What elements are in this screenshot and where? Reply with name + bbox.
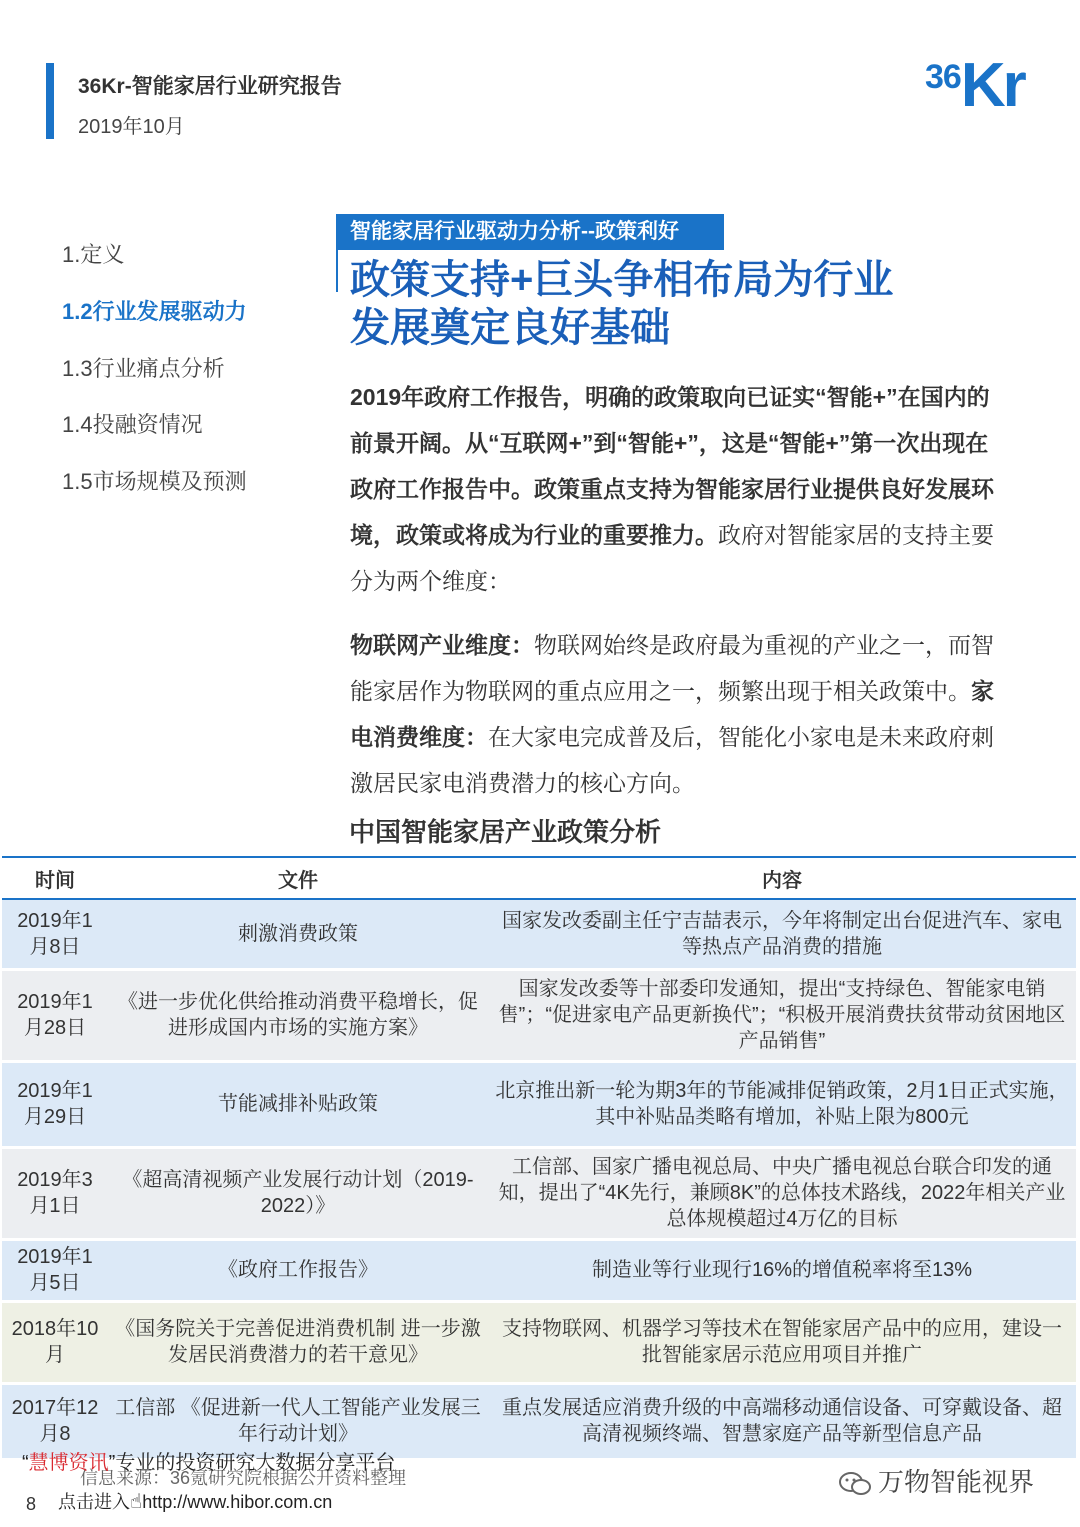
policy-table [2, 856, 1076, 1461]
promo-link[interactable]: 点击进入☝http://www.hibor.com.cn [58, 1491, 333, 1513]
report-title: 36Kr-智能家居行业研究报告 [78, 75, 342, 98]
wechat-account: 万物智能视界 [838, 1462, 1034, 1499]
cell-content: 重点发展适应消费升级的中高端移动通信设备、可穿戴设备、超高清视频终端、智慧家庭产品等新型信息产品 [488, 1383, 1076, 1459]
source-note: 信息来源：36氪研究院根据公开资料整理 [80, 1468, 407, 1488]
cell-document: 《进一步优化供给推动消费平稳增长，促进形成国内市场的实施方案》 [108, 969, 488, 1061]
cell-content: 支持物联网、机器学习等技术在智能家居产品中的应用，建设一批智能家居示范应用项目并推广 [488, 1301, 1076, 1383]
cell-content: 北京推出新一轮为期3年的节能减排促销政策，2月1日正式实施，其中补贴品类略有增加，补贴上限为800元 [488, 1061, 1076, 1147]
cell-document: 节能减排补贴政策 [108, 1061, 488, 1147]
cell-content: 国家发改委副主任宁吉喆表示，今年将制定出台促进汽车、家电等热点产品消费的措施 [488, 899, 1076, 969]
table-row [2, 1147, 1076, 1239]
cell-document: 《政府工作报告》 [108, 1239, 488, 1301]
table-row [2, 1061, 1076, 1147]
toc-item-definition[interactable]: 1.定义 [62, 242, 125, 267]
cell-document: 刺激消费政策 [108, 899, 488, 969]
cell-time: 2017年12月8 [2, 1383, 108, 1459]
hand-pointer-icon: ☝ [130, 1491, 143, 1513]
toc-item-market-size[interactable]: 1.5市场规模及预测 [62, 469, 247, 494]
column-header-content: 内容 [488, 857, 1076, 899]
table-row [2, 969, 1076, 1061]
cell-time: 2019年1月28日 [2, 969, 108, 1061]
cell-time: 2019年3月1日 [2, 1147, 108, 1239]
cell-time: 2019年1月5日 [2, 1239, 108, 1301]
table-row [2, 1301, 1076, 1383]
promo-brand: 慧博资讯 [28, 1452, 109, 1474]
cell-content: 工信部、国家广播电视总局、中央广播电视总台联合印发的通知，提出了“4K先行，兼顾8K”的总体技术路线，2022年相关产业总体规模超过4万亿的目标 [488, 1147, 1076, 1239]
column-header-time: 时间 [2, 857, 108, 899]
toc-item-investment[interactable]: 1.4投融资情况 [62, 412, 203, 437]
toc-item-pain-points[interactable]: 1.3行业痛点分析 [62, 356, 225, 381]
intro-paragraph: 2019年政府工作报告，明确的政策取向已证实“智能+”在国内的前景开阔。从“互联网+”到“智能+”，这是“智能+”第一次出现在政府工作报告中。政策重点支持为智能家居行业提供良好发展环境，政策或将成为行业的重要推力。政府对智能家居的支持主要分为两个维度： [350, 384, 994, 594]
cell-time: 2019年1月8日 [2, 899, 108, 969]
column-header-document: 文件 [108, 857, 488, 899]
table-title: 中国智能家居产业政策分析 [348, 817, 661, 847]
cell-content: 国家发改委等十部委印发通知，提出“支持绿色、智能家电销售”；“促进家电产品更新换代”；“积极开展消费扶贫带动贫困地区产品销售” [488, 969, 1076, 1061]
cell-document: 《国务院关于完善促进消费机制 进一步激发居民消费潜力的若干意见》 [108, 1301, 488, 1383]
cell-time: 2018年10月 [2, 1301, 108, 1383]
section-tag-line [336, 250, 338, 292]
36kr-logo: 36Kr [925, 51, 1024, 120]
dimensions-paragraph: 物联网产业维度：物联网始终是政府最为重视的产业之一，而智能家居作为物联网的重点应用之一，频繁出现于相关政策中。家电消费维度：在大家电完成普及后，智能化小家电是未来政府刺激居民家电消费潜力的核心方向。 [350, 632, 994, 796]
header-accent-bar [46, 63, 54, 139]
table-row [2, 899, 1076, 969]
wechat-icon [838, 1471, 872, 1497]
cell-document: 《超高清视频产业发展行动计划（2019-2022）》 [108, 1147, 488, 1239]
page-number: 8 [26, 1494, 37, 1514]
cell-time: 2019年1月29日 [2, 1061, 108, 1147]
cell-document: 工信部 《促进新一代人工智能产业发展三年行动计划》 [108, 1383, 488, 1459]
toc-item-drivers[interactable]: 1.2行业发展驱动力 [62, 299, 247, 324]
report-date: 2019年10月 [78, 116, 185, 138]
cell-content: 制造业等行业现行16%的增值税率将至13% [488, 1239, 1076, 1301]
headline: 政策支持+巨头争相布局为行业 发展奠定良好基础 [350, 258, 894, 350]
table-row [2, 1239, 1076, 1301]
section-tag: 智能家居行业驱动力分析--政策利好 [336, 214, 724, 250]
promo-line: “慧博资讯”专业的投资研究大数据分享平台 [22, 1452, 396, 1474]
